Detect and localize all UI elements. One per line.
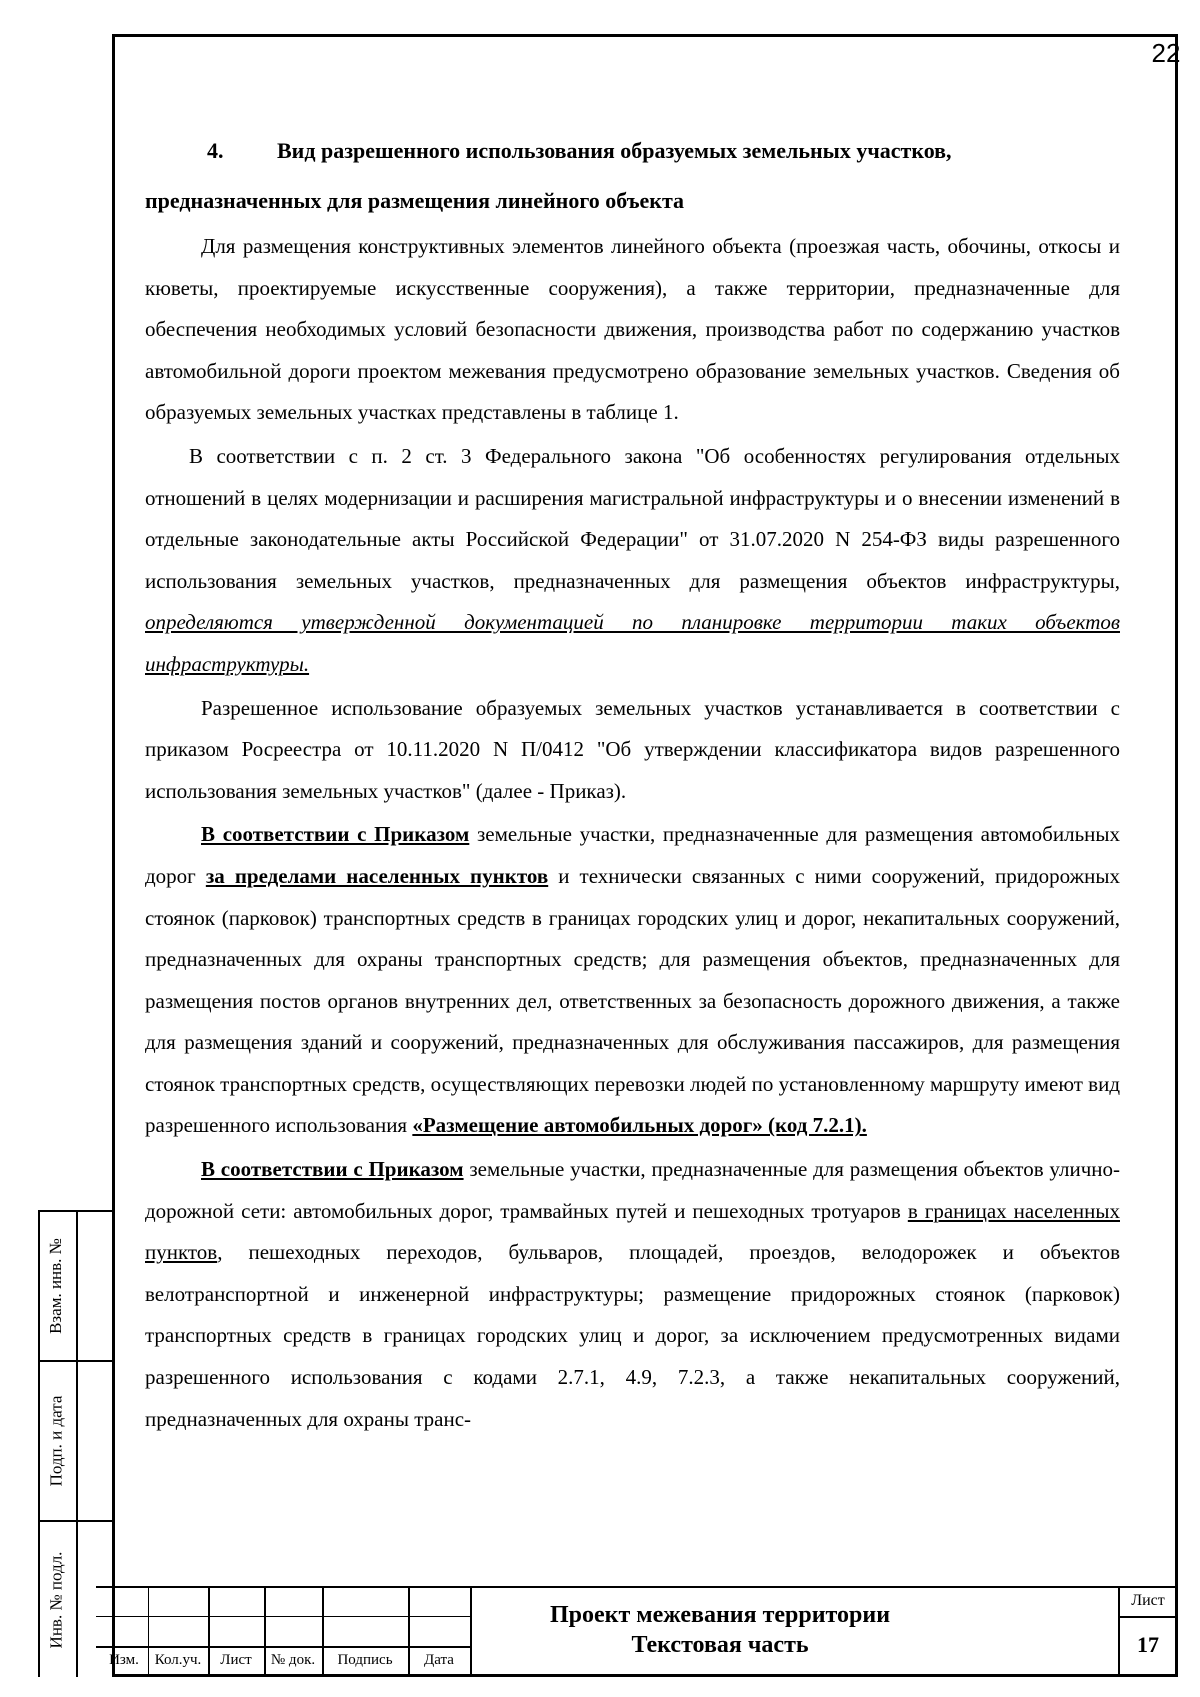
stamp-vzam-label: Взам. инв. № <box>46 1238 65 1334</box>
col-koluch-label: Кол.уч. <box>154 1652 202 1668</box>
section-number: 4. <box>207 138 224 163</box>
col-ndok-label: № док. <box>270 1652 316 1668</box>
col-izm-label: Изм. <box>109 1652 139 1668</box>
paragraph-2-text: В соответствии с п. 2 ст. 3 Федерального закона "Об особенностях регулирования отдельных отношений в целях модернизации и расширения магистральной инфраструктуры и о внесении изменений в отдельные законодательные акты Российской Федерации" от 31.07.2020 N 254-ФЗ виды разрешенного использования земельных участков, предназначенных для размещения объектов инфраструктуры, <box>145 443 1120 593</box>
section-title-line1: Вид разрешенного использования образуемых земельных участков, <box>277 138 952 163</box>
document-title-line2: Текстовая часть <box>631 1632 809 1658</box>
paragraph-4-text-a: земельные участки, предназначенные для размещения автомобильных дорог <box>145 822 1121 888</box>
top-sheet-number: 22 <box>1151 38 1181 68</box>
document-title-line1: Проект межевания территории <box>549 1602 891 1628</box>
paragraph-3: Разрешенное использование образуемых земельных участков устанавливается в соответствии с приказом Росреестра от 10.11.2020 N П/0412 "Об утверждении классификатора видов разрешенного использования земельных участков" (далее - Приказ). <box>145 695 1120 803</box>
paragraph-2-emphasis: определяются утвержденной документацией по планировке территории таких объектов инфраструктуры. <box>145 610 1120 676</box>
paragraph-5-lead: В соответствии с Приказом <box>201 1157 464 1182</box>
paragraph-5 <box>145 1149 1120 1440</box>
stamp-podp-cell <box>38 1362 74 1520</box>
paragraph-4-emphasis-b: за пределами населенных пунктов <box>205 863 549 888</box>
sheet-number: 17 <box>1137 1632 1159 1657</box>
paragraph-4-text-c: и технически связанных с ними сооружений, придорожных стоянок (парковок) транспортных средств в границах городских улиц и дорог, некапитальных сооружений, предназначенных для охраны транспортных средств; для размещения объектов, предназначенных для размещения постов органов внутренних дел, ответственных за безопасность дорожного движения, а также для размещения зданий и сооружений, предназначенных для обслуживания пассажиров, для размещения стоянок транспортных средств, осуществляющих перевозки людей по установленному маршруту имеют вид разрешенного использования <box>145 863 1121 1138</box>
stamp-inv-label: Инв. № подл. <box>46 1551 65 1648</box>
paragraph-2 <box>145 436 1120 686</box>
paragraph-4-emphasis-d: «Размещение автомобильных дорог» (код 7.2.1). <box>412 1113 867 1138</box>
col-data-label: Дата <box>424 1652 454 1668</box>
stamp-podp-label: Подп. и дата <box>46 1395 66 1487</box>
col-podpis-label: Подпись <box>337 1652 393 1668</box>
document-body <box>145 126 1120 1440</box>
paragraph-1: Для размещения конструктивных элементов линейного объекта (проезжая часть, обочины, откосы и кюветы, проектируемые искусственные сооружения), а также территории, предназначенные для обеспечения необходимых условий безопасности движения, производства работ по содержанию участков автомобильной дороги проектом межевания предусмотрено образование земельных участков. Сведения об образуемых земельных участках представлены в таблице 1. <box>145 234 1120 425</box>
paragraph-5-text-c: , пешеходных переходов, бульваров, площадей, проездов, велодорожек и объектов велотранспортной и инженерной инфраструктуры; размещение придорожных стоянок (парковок) транспортных средств в границах городских улиц и дорог, за исключением предусмотренных видами разрешенного использования с кодами 2.7.1, 4.9, 7.2.3, а также некапитальных сооружений, предназначенных для охраны транс- <box>145 1240 1120 1431</box>
paragraph-5-text-a: земельные участки, предназначенные для размещения объектов улично-дорожной сети: автомобильных дорог, трамвайных путей и пешеходных тротуаров <box>145 1157 1120 1223</box>
section-title-line2: предназначенных для размещения линейного объекта <box>145 188 685 213</box>
paragraph-5-emphasis-b: в границах населенных пунктов <box>145 1198 1120 1265</box>
section-heading <box>145 126 1120 226</box>
col-list-label: Лист <box>220 1652 252 1668</box>
paragraph-4 <box>145 814 1120 1147</box>
sheet-label: Лист <box>1131 1592 1165 1609</box>
stamp-vzam-cell <box>38 1212 74 1360</box>
paragraph-4-lead: В соответствии с Приказом <box>201 822 470 847</box>
stamp-inv-cell <box>38 1522 74 1677</box>
